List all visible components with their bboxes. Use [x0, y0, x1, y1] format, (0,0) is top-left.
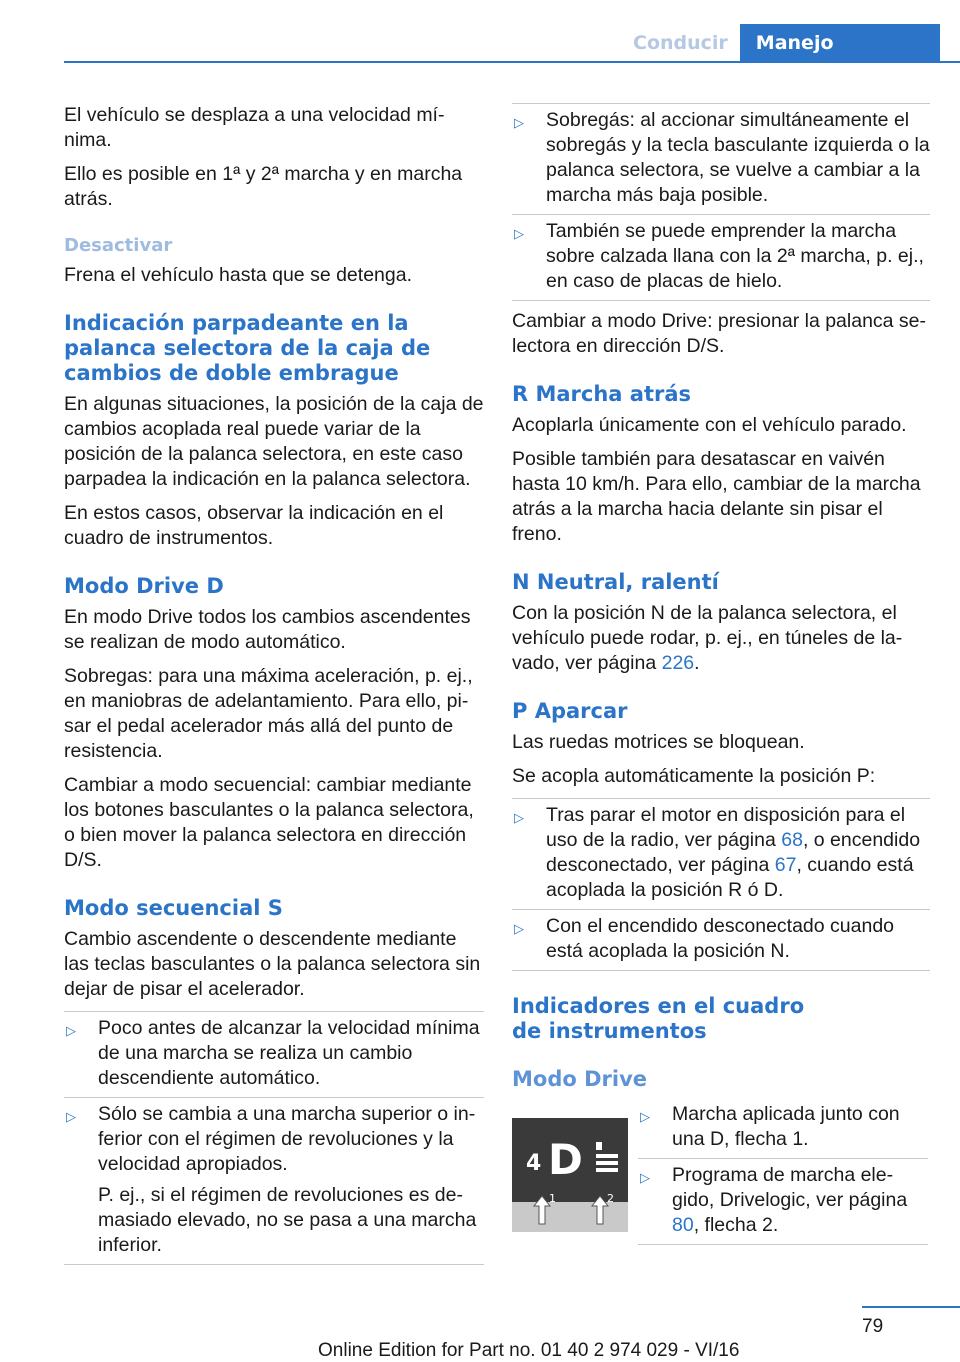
list-item: ▷ Sobregás: al accionar simultáneamente el sobregás y la tecla basculante izquierda o la palanca selectora, se vuelve a cambiar a la marcha más baja posible. [512, 104, 930, 215]
bullet-triangle-icon: ▷ [66, 1109, 76, 1124]
bullet-list [638, 1098, 928, 1245]
gear-number: 4 [526, 1151, 542, 1176]
page-link-67[interactable]: 67 [774, 854, 797, 876]
paragraph: En modo Drive todos los cambios ascendentes se realizan de modo automático. [64, 606, 471, 653]
drive-mode-letter: D [548, 1135, 583, 1184]
paragraph: Cambiar a modo secuencial: cambiar mediante los botones basculantes o la palanca selectora, o bien mover la palanca selectora en dirección D/S. [64, 774, 474, 871]
paragraph: Con la posición N de la palanca selectora, el vehículo puede rodar, p. ej., en túneles de lavado, ver página 226. [512, 602, 903, 674]
header-tabs [621, 24, 940, 62]
arrow-label-1: 1 [549, 1192, 556, 1205]
left-column [64, 103, 484, 1265]
heading-indicadores: Indicadores en el cuadro de instrumentos [512, 994, 805, 1043]
bullet-list [512, 798, 930, 971]
heading-modo-drive-2: Modo Drive [512, 1067, 648, 1091]
page-number: 79 [862, 1316, 884, 1337]
paragraph: Las ruedas motrices se bloquean. [512, 731, 805, 753]
tab-manejo[interactable]: Manejo [740, 24, 940, 62]
list-item: ▷ Con el encendido desconectado cuando está acoplada la posición N. [512, 910, 930, 971]
tab-conducir[interactable]: Conducir [621, 24, 740, 62]
bullet-list [64, 1011, 484, 1265]
list-item-note: P. ej., si el régimen de revoluciones es demasiado elevado, no se pasa a una marcha inferior. [98, 1184, 477, 1256]
heading-indicacion: Indicación parpadeante en la palanca selectora de la caja de cambios de doble embrague [64, 311, 431, 385]
paragraph: Acoplarla únicamente con el vehículo parado. [512, 414, 907, 436]
page-link-226[interactable]: 226 [661, 652, 695, 674]
heading-modo-drive: Modo Drive D [64, 574, 224, 598]
paragraph: En estos casos, observar la indicación en el cuadro de instrumentos. [64, 502, 444, 549]
bullet-triangle-icon: ▷ [514, 226, 524, 241]
list-item: ▷ Sólo se cambia a una marcha superior o inferior con el régimen de revoluciones y la velocidad apropiados. P. ej., si el régimen de revoluciones es demasiado elevado, no se pasa a una marcha inferior. [64, 1098, 484, 1265]
footer-divider [862, 1306, 960, 1308]
header-divider [64, 61, 960, 63]
bullet-triangle-icon: ▷ [640, 1109, 650, 1124]
drive-list-wrap [638, 1098, 928, 1245]
list-item: ▷ Marcha aplicada junto con una D, flecha 1. [638, 1098, 928, 1159]
bullet-triangle-icon: ▷ [514, 115, 524, 130]
subheading-desactivar: Desactivar [64, 235, 173, 256]
list-item: ▷ Tras parar el motor en disposición para el uso de la radio, ver página 68, o encendido desconectado, ver página 67, cuando está acoplada la posición R ó D. [512, 799, 930, 910]
paragraph: Cambio ascendente o descendente mediante las teclas basculantes o la palanca selectora sin dejar de pisar el acelerador. [64, 928, 481, 1000]
page-link-80[interactable]: 80 [672, 1214, 694, 1236]
heading-modo-secuencial: Modo secuencial S [64, 896, 283, 920]
paragraph: Cambiar a modo Drive: presionar la palanca selectora en dirección D/S. [512, 310, 927, 357]
paragraph: Frena el vehículo hasta que se detenga. [64, 264, 412, 286]
page-link-68[interactable]: 68 [781, 829, 803, 851]
drive-indicator-section [512, 1098, 930, 1248]
bullet-list [512, 103, 930, 301]
paragraph: Sobregas: para una máxima aceleración, p. ej., en maniobras de adelantamiento. Para ello, pisar el pedal acelerador más allá del punto de resistencia. [64, 665, 473, 762]
bullet-triangle-icon: ▷ [514, 921, 524, 936]
paragraph: Se acopla automáticamente la posición P: [512, 765, 876, 787]
paragraph: Ello es posible en 1ª y 2ª marcha y en marcha atrás. [64, 163, 463, 210]
paragraph: En algunas situaciones, la posición de la caja de cambios acoplada real puede variar de la posición de la palanca selectora, en este caso parpadea la indicación en la palanca selectora. [64, 393, 484, 490]
heading-marcha-atras: R Marcha atrás [512, 382, 692, 406]
list-item: ▷ Programa de marcha elegido, Drivelogic, ver página 80, flecha 2. [638, 1159, 928, 1245]
bullet-triangle-icon: ▷ [640, 1170, 650, 1185]
heading-aparcar: P Aparcar [512, 699, 628, 723]
heading-neutral: N Neutral, ralentí [512, 570, 719, 594]
bullet-triangle-icon: ▷ [66, 1023, 76, 1038]
paragraph: El vehículo se desplaza a una velocidad mínima. [64, 104, 445, 151]
bullet-triangle-icon: ▷ [514, 810, 524, 825]
instrument-cluster-image [512, 1118, 628, 1232]
list-item: ▷ También se puede emprender la marcha sobre calzada llana con la 2ª marcha, p. ej., en caso de placas de hielo. [512, 215, 930, 301]
arrow-label-2: 2 [607, 1192, 614, 1205]
paragraph: Posible también para desatascar en vaivén hasta 10 km/h. Para ello, cambiar de la marcha atrás a la marcha hacia delante sin pisar el freno. [512, 448, 921, 545]
edition-footer: Online Edition for Part no. 01 40 2 974 029 - VI/16 [318, 1340, 740, 1361]
right-column [512, 103, 930, 1248]
list-item: ▷ Poco antes de alcanzar la velocidad mínima de una marcha se realiza un cambio descendiente automático. [64, 1012, 484, 1098]
